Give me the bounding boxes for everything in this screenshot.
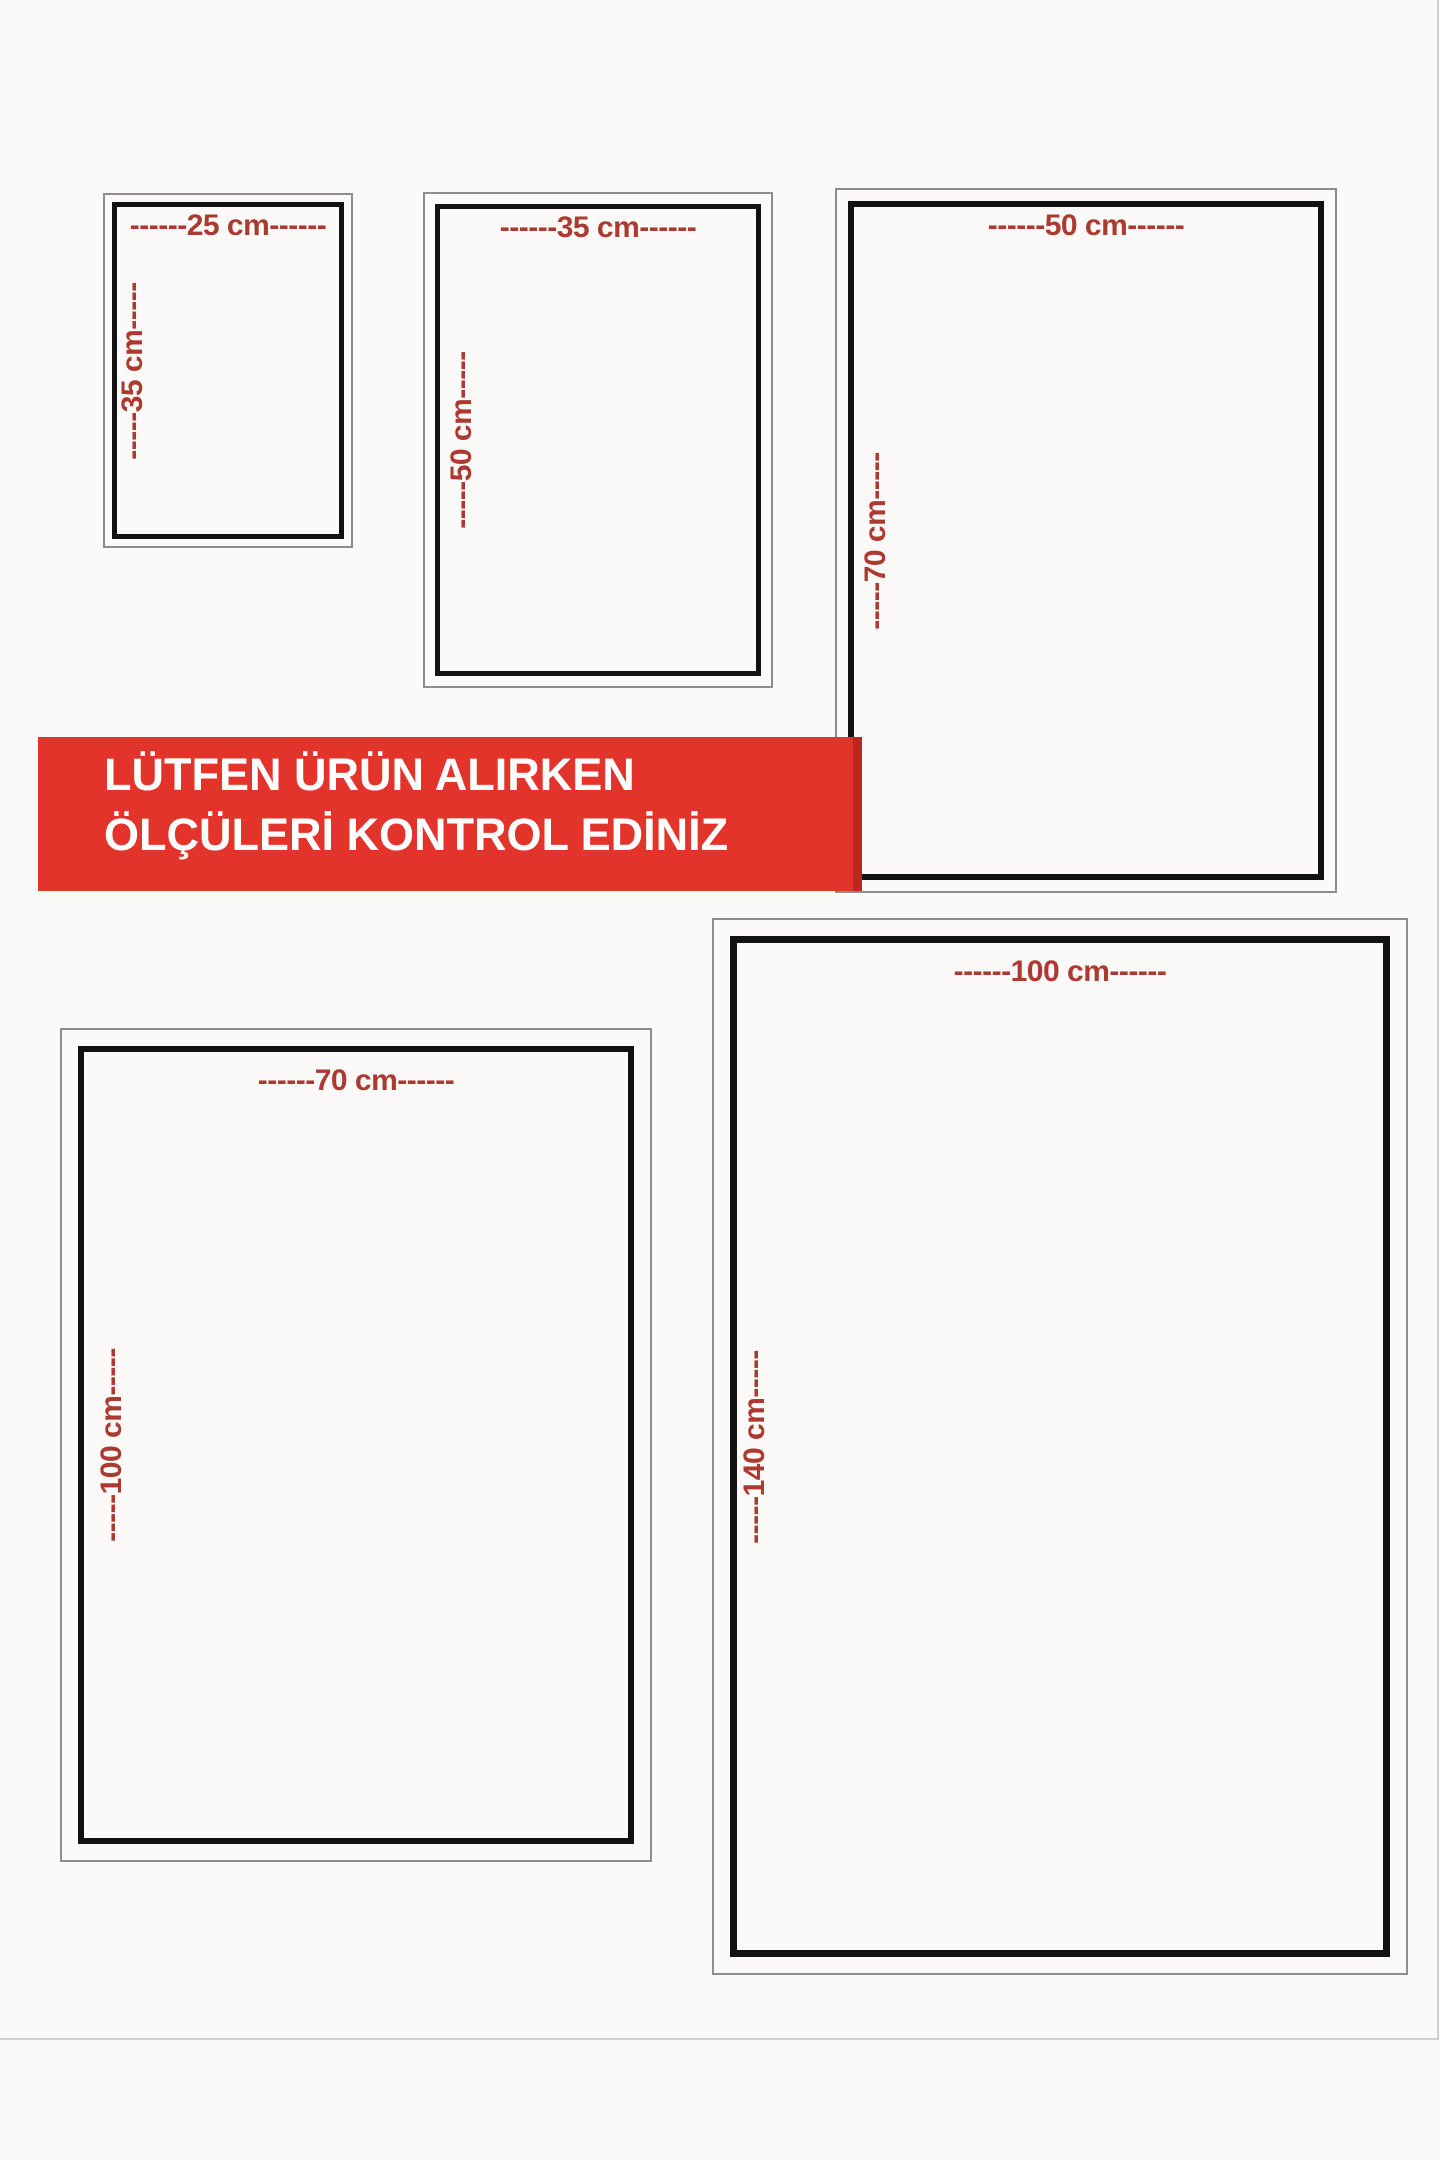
size-box-100x140-inner-frame xyxy=(730,936,1390,1957)
size-box-70x100 xyxy=(60,1028,652,1862)
width-label-35cm: ------35 cm------ xyxy=(499,211,697,244)
height-label-35cm: -----35 cm----- xyxy=(116,281,149,460)
page-edge-bottom-line xyxy=(0,2038,1439,2040)
width-label-100cm: ------100 cm------ xyxy=(953,955,1167,988)
size-box-25x35 xyxy=(103,193,353,548)
size-box-70x100-inner-frame xyxy=(78,1046,634,1844)
size-box-50x70 xyxy=(835,188,1337,893)
warning-banner-line-1: LÜTFEN ÜRÜN ALIRKEN xyxy=(104,749,635,800)
size-box-35x50 xyxy=(423,192,773,688)
size-box-25x35-inner-frame xyxy=(112,202,344,539)
width-label-25cm: ------25 cm------ xyxy=(129,209,327,242)
height-label-100cm: -----100 cm----- xyxy=(95,1348,128,1542)
size-box-50x70-inner-frame xyxy=(848,201,1324,880)
height-label-70cm: -----70 cm----- xyxy=(859,451,892,630)
warning-banner xyxy=(38,737,862,891)
size-box-35x50-inner-frame xyxy=(435,204,761,676)
size-box-100x140 xyxy=(712,918,1408,1975)
height-label-140cm: -----140 cm----- xyxy=(738,1349,771,1544)
height-label-50cm: -----50 cm----- xyxy=(445,351,478,529)
width-label-50cm: ------50 cm------ xyxy=(987,209,1185,242)
width-label-70cm: ------70 cm------ xyxy=(257,1064,455,1097)
warning-banner-line-2: ÖLÇÜLERİ KONTROL EDİNİZ xyxy=(104,809,729,860)
page-edge-right-line xyxy=(1437,0,1439,2040)
